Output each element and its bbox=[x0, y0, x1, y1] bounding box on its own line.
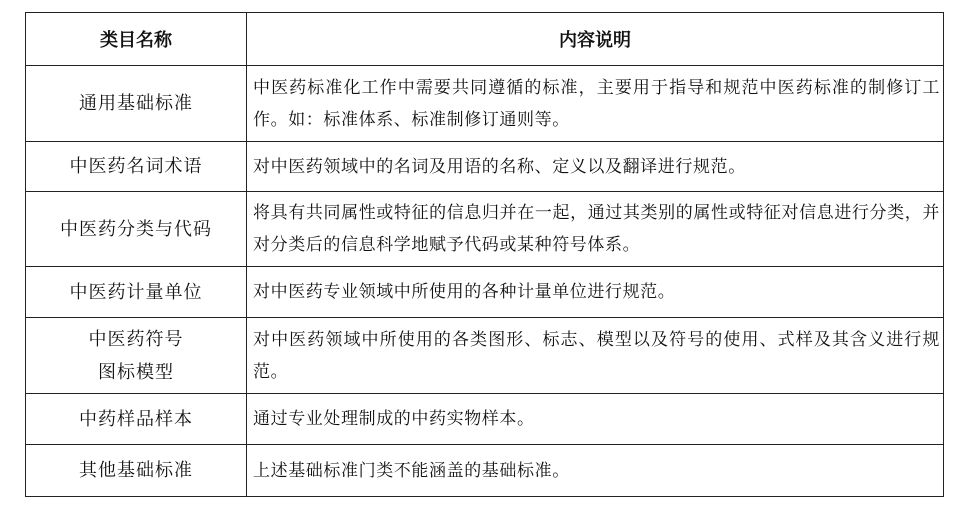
row-category-line-2: 图标模型 bbox=[98, 361, 174, 383]
row-category: 中医药分类与代码 bbox=[26, 192, 247, 267]
table-header-row bbox=[26, 13, 944, 66]
row-description: 上述基础标准门类不能涵盖的基础标准。 bbox=[247, 445, 944, 497]
row-category: 中医药计量单位 bbox=[26, 267, 247, 318]
row-category-line-1: 中医药符号 bbox=[88, 328, 184, 350]
standards-table-container bbox=[25, 12, 943, 497]
row-category: 通用基础标准 bbox=[26, 66, 247, 142]
row-description: 对中医药领域中的名词及用语的名称、定义以及翻译进行规范。 bbox=[247, 142, 944, 192]
row-category: 其他基础标准 bbox=[26, 445, 247, 497]
header-content-description: 内容说明 bbox=[247, 13, 944, 66]
header-category-name: 类目名称 bbox=[26, 13, 247, 66]
table-row bbox=[26, 66, 944, 142]
row-description: 对中医药领域中所使用的各类图形、标志、模型以及符号的使用、式样及其含义进行规范。 bbox=[247, 318, 944, 394]
table-row bbox=[26, 192, 944, 267]
table-row bbox=[26, 318, 944, 394]
table-row bbox=[26, 267, 944, 318]
row-description: 中医药标准化工作中需要共同遵循的标准，主要用于指导和规范中医药标准的制修订工作。如：标准体系、标准制修订通则等。 bbox=[247, 66, 944, 142]
standards-category-table bbox=[25, 12, 944, 497]
row-description: 将具有共同属性或特征的信息归并在一起，通过其类别的属性或特征对信息进行分类，并对分类后的信息科学地赋予代码或某种符号体系。 bbox=[247, 192, 944, 267]
table-row bbox=[26, 142, 944, 192]
row-category bbox=[26, 318, 247, 394]
table-row bbox=[26, 445, 944, 497]
row-category: 中药样品样本 bbox=[26, 394, 247, 445]
row-description: 通过专业处理制成的中药实物样本。 bbox=[247, 394, 944, 445]
table-row bbox=[26, 394, 944, 445]
row-description: 对中医药专业领域中所使用的各种计量单位进行规范。 bbox=[247, 267, 944, 318]
row-category: 中医药名词术语 bbox=[26, 142, 247, 192]
